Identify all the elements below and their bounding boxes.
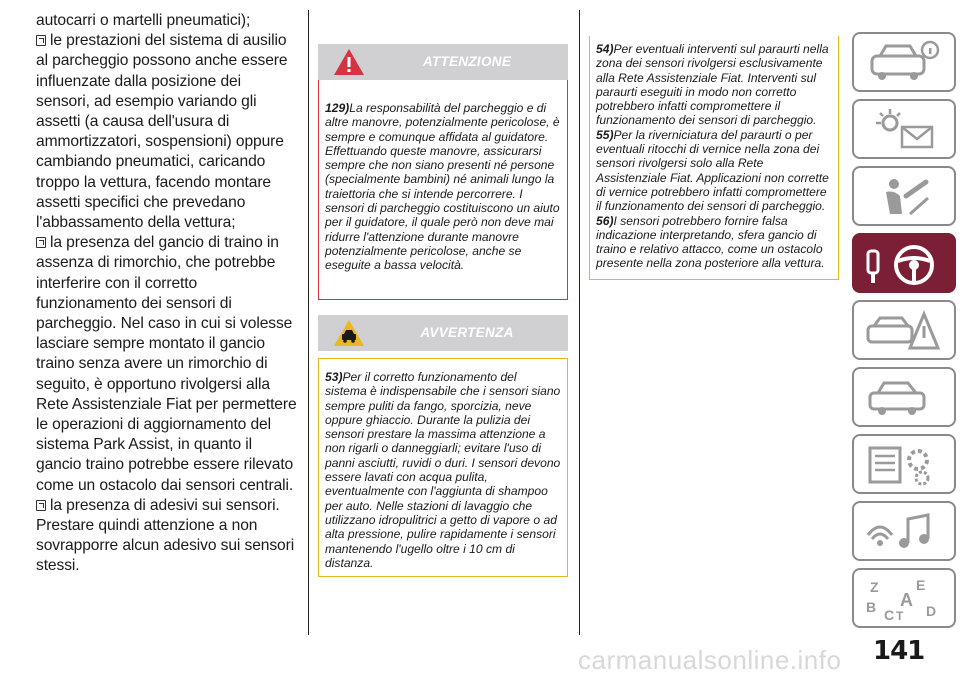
column-divider xyxy=(579,10,580,635)
tab-index[interactable] xyxy=(852,568,956,628)
note-number: 129) xyxy=(325,101,350,115)
note-text: Per eventuali interventi sul paraurti nella zona dei sensori rivolgersi esclusivamente alla Rete Assistenziale Fiat. Interventi sul paraurti eseguiti in modo non corretto potrebbero infatti compromettere il funzionamento dei sensori di parcheggio. xyxy=(596,42,829,128)
avvertenza-continued-box xyxy=(589,36,839,280)
emergency-icon xyxy=(862,308,942,354)
tab-dashboard[interactable] xyxy=(852,99,956,159)
technical-data-icon xyxy=(862,442,942,488)
avvertenza-title: AVVERTENZA xyxy=(420,325,514,340)
note-55 xyxy=(596,128,832,214)
svg-text:Z: Z xyxy=(870,579,879,595)
svg-text:C: C xyxy=(884,607,895,622)
column-divider xyxy=(308,10,309,635)
maintenance-icon xyxy=(862,375,942,421)
attenzione-header xyxy=(318,44,568,80)
note-56 xyxy=(596,214,832,271)
bullet-icon xyxy=(36,237,46,248)
note-129 xyxy=(325,101,561,273)
svg-text:D: D xyxy=(926,603,937,619)
note-text: Per la riverniciatura del paraurti o per eventuali ritocchi di vernice nella zona dei sensori rivolgersi solo alla Rete Assistenziale Fiat. Applicazioni non corrette di vernice potrebbero infatti compromettere il funzionamento dei sensori di parcheggio. xyxy=(596,127,829,214)
note-text: Per il corretto funzionamento del sistema è indispensabile che i sensori siano sempre puliti da fango, sporcizia, neve oppure ghiaccio. Durante la pulizia dei sensori prestare la massima attenzione a non rigarli o danneggiarli; evitare l'uso di panni asciutti, ruvidi o duri. I sensori devono essere lavati con acqua pulita, eventualmente con l'aggiunta di shampoo per auto. Nelle stazioni di lavaggio che utilizzano idropulitrici a getto di vapore o ad alta pressione, pulire rapidamente i sensori mantenendo l'ugello oltre i 10 cm di distanza. xyxy=(325,370,561,570)
bullet-text: la presenza del gancio di traino in assenza di rimorchio, che potrebbe interferire con il corretto funzionamento dei sensori di parcheggio. Nel caso in cui si volesse lasciare sempre montato il gancio traino senza avere un rimorchio di seguito, è opportuno rivolgersi alla Rete Assistenziale Fiat per permettere le operazioni di aggiornamento del sistema Park Assist, in quanto il gancio traino potrebbe essere rilevato come un ostacolo dai sensori centrali. xyxy=(36,234,297,494)
avvertenza-box xyxy=(318,358,568,577)
tab-emergency[interactable] xyxy=(852,300,956,360)
multimedia-icon xyxy=(862,509,942,555)
avvertenza-header xyxy=(318,315,568,351)
index-icon xyxy=(862,576,942,622)
bullet-text: la presenza di adesivi sui sensori. xyxy=(50,496,280,514)
safety-airbag-icon xyxy=(862,174,942,220)
attenzione-box xyxy=(318,80,568,300)
bullet-item xyxy=(36,496,298,516)
tab-safety[interactable] xyxy=(852,166,956,226)
tab-car-info[interactable] xyxy=(852,32,956,92)
tab-multimedia[interactable] xyxy=(852,501,956,561)
svg-text:B: B xyxy=(866,599,877,615)
svg-text:E: E xyxy=(916,577,926,593)
paragraph: Prestare quindi attenzione a non sovrapporre alcun adesivo sui sensori stessi. xyxy=(36,517,295,575)
bullet-icon xyxy=(36,35,46,46)
paragraph: autocarri o martelli pneumatici); xyxy=(36,12,251,29)
svg-text:T: T xyxy=(896,609,904,622)
note-54 xyxy=(596,42,832,128)
bullet-item xyxy=(36,233,298,496)
attenzione-title: ATTENZIONE xyxy=(422,54,512,69)
main-text-column xyxy=(36,11,298,577)
note-number: 56) xyxy=(596,213,614,228)
svg-text:A: A xyxy=(900,590,913,610)
note-text: I sensori potrebbero fornire falsa indicazione interpretando, sfera gancio di traino e relativo attacco, come un ostacolo presente nella zona posteriore alla vettura. xyxy=(596,213,825,271)
bullet-item xyxy=(36,31,298,233)
watermark: carmanualsonline.info xyxy=(578,645,842,675)
tab-maintenance[interactable] xyxy=(852,367,956,427)
note-number: 54) xyxy=(596,42,614,56)
page-number: 141 xyxy=(873,636,925,666)
tab-starting-driving[interactable] xyxy=(852,233,956,293)
bullet-text: le prestazioni del sistema di ausilio al parcheggio possono anche essere influenzate dalla posizione dei sensori, ad esempio variando gli assetti (a causa dell'usura di ammortizzatori, sospensioni) oppure cambiando pneumatici, caricando troppo la vettura, facendo montare assetti specifici che prevedano l'abbassamento della vettura; xyxy=(36,32,288,232)
note-text: La responsabilità del parcheggio e di altre manovre, potenzialmente pericolose, è sempre e comunque affidata al guidatore. Effettuando queste manovre, assicurarsi sempre che non siano presenti né persone (specialmente bambini) né animali lungo la traiettoria che si intende percorrere. I sensori di parcheggio costituiscono un aiuto per il guidatore, il quale però non deve mai ridurre l'attenzione durante manovre potenzialmente pericolose, anche se eseguite a bassa velocità. xyxy=(325,101,560,273)
dashboard-lights-icon xyxy=(862,107,942,153)
starting-driving-icon xyxy=(862,241,952,291)
car-info-icon xyxy=(862,40,942,84)
note-number: 55) xyxy=(596,127,614,142)
bullet-icon xyxy=(36,500,46,511)
note-53 xyxy=(325,370,561,570)
note-number: 53) xyxy=(325,370,343,384)
tab-technical-data[interactable] xyxy=(852,434,956,494)
